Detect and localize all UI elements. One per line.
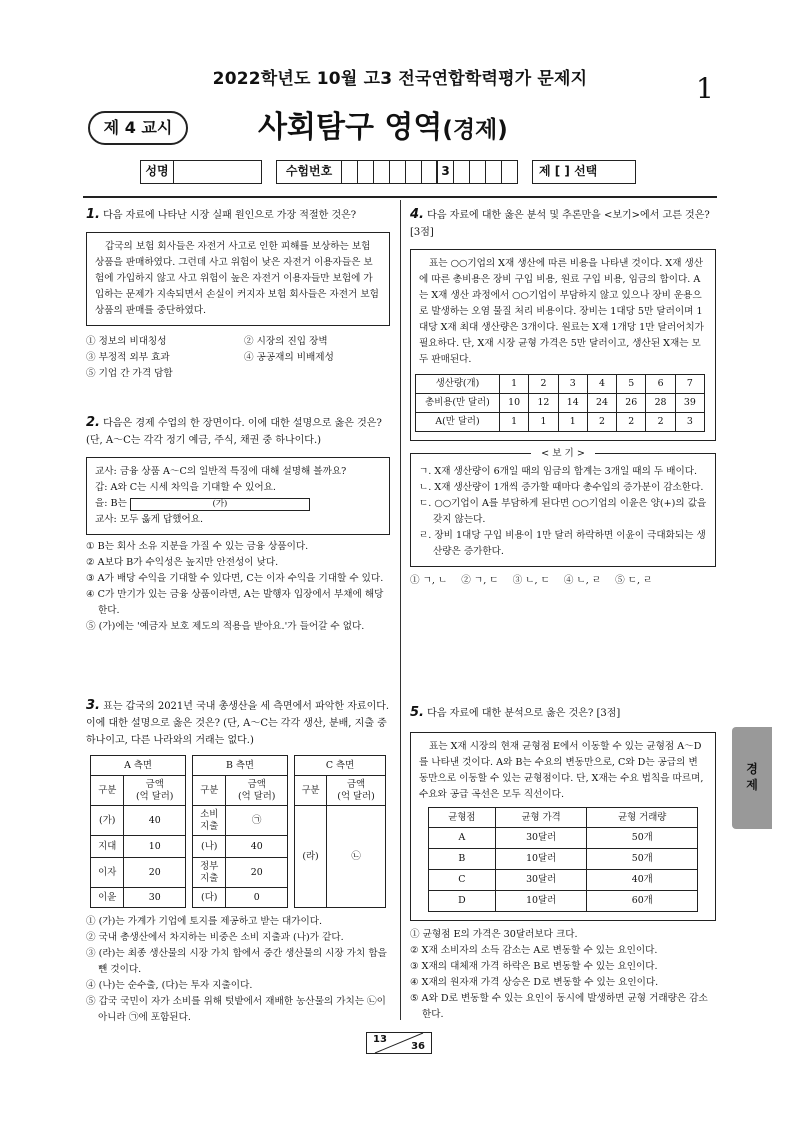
question-1-text: 다음 자료에 나타난 시장 실패 원인으로 가장 적절한 것은? (103, 210, 357, 221)
option-1[interactable]: ① (가)는 가계가 기업에 토지를 제공하고 받는 대가이다. (86, 916, 323, 927)
table-cell: 지대 (91, 836, 124, 858)
dialogue-speaker: 을: B는 (95, 498, 127, 509)
table-header: 균형 거래량 (587, 808, 698, 828)
question-2-options (86, 539, 390, 635)
cost-table (415, 374, 705, 432)
option-5[interactable]: ⑤ ㄷ, ㄹ (615, 575, 653, 586)
question-2-stem (86, 414, 390, 449)
table-cell: ㉡ (327, 806, 386, 908)
page-number: 1 (696, 72, 714, 105)
name-field[interactable] (174, 160, 262, 184)
question-5-number: 5. (410, 705, 424, 720)
table-cell: 0 (226, 888, 288, 908)
question-4 (410, 206, 716, 589)
question-1-number: 1. (86, 207, 100, 222)
table-cell: 39 (675, 394, 704, 413)
bogi-item: ㄱ. X재 생산량이 6개일 때의 임금의 합계는 3개일 때의 두 배이다. (419, 466, 698, 477)
option-1[interactable]: ① B는 회사 소유 지분을 가질 수 있는 금융 상품이다. (86, 541, 309, 552)
col-gubun: 구분 (193, 776, 226, 806)
question-3-options (86, 914, 390, 1026)
exam-number-box[interactable] (406, 160, 422, 184)
bogi-item: ㄴ. X재 생산량이 1개씩 증가할 때마다 총수입의 증가분이 감소한다. (419, 482, 704, 493)
passage-text: 표는 ○○기업의 X재 생산에 따른 비용을 나타낸 것이다. X재 생산에 따른 총비용은 장비 구입 비용, 원료 구입 비용, 임금의 합이다. A는 X재 생산 과정에서 ○○기업이 부담하지 않고 있으나 장비 운용으로 발생하는 오염 물질 처리 비용이다. 장비는 1대당 5만 달러이며 1대당 X재 최대 생산량은 3개이다. 원료는 X재 1개당 1만 달러어치가 필요하다. 단, X재 시장 균형 가격은 5만 달러이고, 생산된 X재는 모두 판매된다. (419, 258, 704, 365)
header-divider (83, 196, 717, 198)
option-4[interactable]: ④ ㄴ, ㄹ (563, 575, 602, 586)
choice-label: 제 [ ] 선택 (532, 160, 636, 184)
exam-number-digit: 3 (438, 160, 454, 184)
table-cell: 1 (500, 375, 529, 394)
col-amount: 금액 (억 달러) (226, 776, 288, 806)
table-cell: 5 (617, 375, 646, 394)
bogi-box (410, 448, 716, 567)
subject-main: 사회탐구 영역 (258, 110, 443, 145)
question-1 (86, 206, 390, 382)
table-cell: 1 (500, 413, 529, 432)
exam-number-box[interactable] (342, 160, 358, 184)
option-5[interactable]: ⑤ A와 D로 변동할 수 있는 요인이 동시에 발생하면 균형 거래량은 감소한다. (410, 993, 708, 1020)
exam-number-box[interactable] (470, 160, 486, 184)
table-cell: C (429, 870, 496, 891)
table-cell: 2 (529, 375, 558, 394)
table-cell: 이윤 (91, 888, 124, 908)
option-2[interactable]: ② A보다 B가 수익성은 높지만 안전성이 낮다. (86, 557, 279, 568)
table-cell: 40개 (587, 870, 698, 891)
question-4-stem (410, 206, 716, 241)
table-c-side (294, 755, 386, 908)
table-cell: 50개 (587, 849, 698, 870)
bogi-item: ㄷ. ○○기업이 A를 부담하게 된다면 ○○기업의 이윤은 양(+)의 값을 갖지 않는다. (419, 498, 707, 525)
exam-number-box[interactable] (502, 160, 518, 184)
question-5-stem (410, 704, 716, 722)
question-5-text: 다음 자료에 대한 분석으로 옳은 것은? [3점] (427, 708, 621, 719)
question-3-text: 표는 갑국의 2021년 국내 총생산을 세 측면에서 파악한 자료이다. 이에 대한 설명으로 옳은 것은? (단, A～C는 각각 생산, 분배, 지출 중 하나이고, 다른 나라와의 거래는 없다.) (86, 701, 390, 746)
subject-title (258, 102, 508, 146)
question-4-passage (410, 249, 716, 441)
exam-number-box[interactable] (486, 160, 502, 184)
table-a-side (90, 755, 186, 908)
table-cell: 20 (226, 858, 288, 888)
col-amount: 금액 (억 달러) (327, 776, 386, 806)
option-4[interactable]: ④ 공공재의 비배제성 (244, 352, 334, 363)
side-tab-char: 제 (746, 778, 758, 792)
exam-number-box[interactable] (454, 160, 470, 184)
table-cell: 40 (124, 806, 186, 836)
exam-number-box[interactable] (374, 160, 390, 184)
table-cell: 26 (617, 394, 646, 413)
option-2[interactable]: ② 시장의 진입 장벽 (244, 336, 328, 347)
exam-title: 2022학년도 10월 고3 전국연합학력평가 문제지 (212, 69, 588, 89)
question-4-number: 4. (410, 207, 424, 222)
table-cell: 정부 지출 (193, 858, 226, 888)
table-cell: 3 (675, 413, 704, 432)
table-cell: 24 (587, 394, 616, 413)
choice-group (532, 160, 636, 184)
option-3[interactable]: ③ (라)는 최종 생산물의 시장 가치 합에서 중간 생산물의 시장 가치 합을 뺀 것이다. (86, 948, 387, 975)
table-cell: 7 (675, 375, 704, 394)
row-label: A(만 달러) (416, 413, 500, 432)
option-1[interactable]: ① 정보의 비대칭성 (86, 336, 167, 347)
table-cell: (가) (91, 806, 124, 836)
option-2[interactable]: ② ㄱ, ㄷ (461, 575, 499, 586)
table-cell: 20 (124, 858, 186, 888)
table-cell: 10 (124, 836, 186, 858)
question-5-options (410, 927, 716, 1023)
table-cell: A (429, 828, 496, 849)
table-cell: B (429, 849, 496, 870)
name-label: 성명 (140, 160, 174, 184)
table-cell: (다) (193, 888, 226, 908)
table-cell: 이자 (91, 858, 124, 888)
question-3 (86, 697, 390, 1026)
dialogue-line: 갑: A와 C는 시세 차익을 기대할 수 있어요. (95, 482, 276, 493)
period-label: 제 4 교시 (88, 111, 188, 145)
option-1[interactable]: ① 균형점 E의 가격은 30달러보다 크다. (410, 929, 578, 940)
option-3[interactable]: ③ ㄴ, ㄷ (512, 575, 550, 586)
dialogue-line (95, 496, 381, 512)
question-3-number: 3. (86, 698, 100, 713)
name-group (140, 160, 262, 184)
table-cell: 1 (558, 413, 587, 432)
question-1-options (86, 334, 390, 382)
table-cell: 14 (558, 394, 587, 413)
subject-side-tab (732, 727, 772, 829)
page-counter (366, 1032, 432, 1054)
option-3[interactable]: ③ 부정적 외부 효과 (86, 352, 170, 363)
candidate-info-row (140, 160, 650, 184)
table-cell: 6 (646, 375, 675, 394)
exam-number-group (276, 160, 518, 184)
table-header: 균형 가격 (495, 808, 587, 828)
option-5[interactable]: ⑤ 기업 간 가격 담합 (86, 368, 173, 379)
table-cell: ㉠ (226, 806, 288, 836)
bogi-title-wrap (411, 446, 715, 462)
exam-number-box[interactable] (358, 160, 374, 184)
col-amount: 금액 (억 달러) (124, 776, 186, 806)
column-divider (400, 200, 401, 1020)
side-tab-char: 경 (746, 762, 758, 776)
col-gubun: 구분 (91, 776, 124, 806)
option-4[interactable]: ④ C가 만기가 있는 금융 상품이라면, A는 발행자 입장에서 부채에 해당한다. (86, 589, 384, 616)
option-4[interactable]: ④ (나)는 순수출, (다)는 투자 지출이다. (86, 980, 253, 991)
table-cell: 12 (529, 394, 558, 413)
table-cell: 1 (529, 413, 558, 432)
table-header: 균형점 (429, 808, 496, 828)
table-cell: 10달러 (495, 891, 587, 912)
table-cell: 60개 (587, 891, 698, 912)
question-2-number: 2. (86, 415, 100, 430)
table-c-title: C 측면 (295, 756, 386, 776)
table-cell: 소비 지출 (193, 806, 226, 836)
passage-text: 표는 X재 시장의 현재 균형점 E에서 이동할 수 있는 균형점 A～D를 나타낸 것이다. A와 B는 수요의 변동만으로, C와 D는 공급의 변동만으로 이동할 수 있는 균형점이다. 단, X재는 수요 법칙을 따르며, 수요와 공급 곡선은 모두 직선이다. (419, 741, 704, 800)
dialogue-line: 교사: 금융 상품 A～C의 일반적 특징에 대해 설명해 볼까요? (95, 466, 347, 477)
question-4-text: 다음 자료에 대한 옳은 분석 및 추론만을 <보기>에서 고른 것은? [3점] (410, 210, 710, 238)
question-2-text: 다음은 경제 수업의 한 장면이다. 이에 대한 설명으로 옳은 것은? (단, A～C는 각각 정기 예금, 주식, 채권 중 하나이다.) (86, 418, 382, 446)
table-cell: (나) (193, 836, 226, 858)
table-cell: 4 (587, 375, 616, 394)
table-cell: 2 (587, 413, 616, 432)
table-b-title: B 측면 (193, 756, 288, 776)
option-1[interactable]: ① ㄱ, ㄴ (410, 575, 448, 586)
table-cell: 40 (226, 836, 288, 858)
page-total: 36 (411, 1041, 425, 1052)
table-cell: 30달러 (495, 870, 587, 891)
table-cell: (라) (295, 806, 327, 908)
table-cell: D (429, 891, 496, 912)
question-5 (410, 704, 716, 1023)
table-cell: 3 (558, 375, 587, 394)
blank-ga: (가) (130, 498, 310, 511)
table-cell: 10 (500, 394, 529, 413)
bogi-item: ㄹ. 장비 1대당 구입 비용이 1만 달러 하락하면 이윤이 극대화되는 생산량은 증가한다. (419, 530, 706, 557)
table-cell: 50개 (587, 828, 698, 849)
option-3[interactable]: ③ X재의 대체재 가격 하락은 B로 변동할 수 있는 요인이다. (410, 961, 658, 972)
option-2[interactable]: ② X재 소비자의 소득 감소는 A로 변동할 수 있는 요인이다. (410, 945, 658, 956)
question-5-passage (410, 732, 716, 921)
question-4-options (410, 573, 716, 589)
table-cell: 2 (617, 413, 646, 432)
table-cell: 30 (124, 888, 186, 908)
question-2-dialogue (86, 457, 390, 535)
equilibrium-table (428, 807, 698, 912)
col-gubun: 구분 (295, 776, 327, 806)
question-1-stem (86, 206, 390, 224)
exam-number-box[interactable] (390, 160, 406, 184)
table-cell: 28 (646, 394, 675, 413)
question-3-stem (86, 697, 390, 749)
row-label: 생산량(개) (416, 375, 500, 394)
exam-number-label: 수험번호 (276, 160, 342, 184)
table-cell: 10달러 (495, 849, 587, 870)
option-4[interactable]: ④ X재의 원자재 가격 상승은 D로 변동할 수 있는 요인이다. (410, 977, 659, 988)
option-5[interactable]: ⑤ (가)에는 '예금자 보호 제도의 적용을 받아요.'가 들어갈 수 없다. (86, 621, 365, 632)
bogi-title: < 보 기 > (531, 448, 595, 459)
table-cell: 30달러 (495, 828, 587, 849)
gdp-tables (86, 755, 390, 908)
exam-number-box[interactable] (422, 160, 438, 184)
page-current: 13 (373, 1034, 387, 1045)
table-b-side (192, 755, 288, 908)
option-3[interactable]: ③ A가 배당 수익을 기대할 수 있다면, C는 이자 수익을 기대할 수 있다. (86, 573, 384, 584)
table-a-title: A 측면 (91, 756, 186, 776)
dialogue-line: 교사: 모두 옳게 답했어요. (95, 514, 204, 525)
subject-sub: (경제) (442, 117, 508, 143)
question-2 (86, 414, 390, 635)
table-cell: 2 (646, 413, 675, 432)
row-label: 총비용(만 달러) (416, 394, 500, 413)
option-2[interactable]: ② 국내 총생산에서 차지하는 비중은 소비 지출과 (나)가 같다. (86, 932, 344, 943)
question-1-passage: 갑국의 보험 회사들은 자전거 사고로 인한 피해를 보상하는 보험 상품을 판매하였다. 그런데 사고 위험이 낮은 자전거 이용자들은 보험에 가입하지 않고 사고 위험이 높은 자전거 이용자들만 보험에 가입하는 문제가 지속되면서 손실이 커지자 보험 회사들은 자전거 보험 상품의 판매를 중단하였다. (86, 232, 390, 326)
option-5[interactable]: ⑤ 갑국 국민이 자가 소비를 위해 텃밭에서 재배한 농산물의 가치는 ㉡이 아니라 ㉠에 포함된다. (86, 996, 386, 1023)
